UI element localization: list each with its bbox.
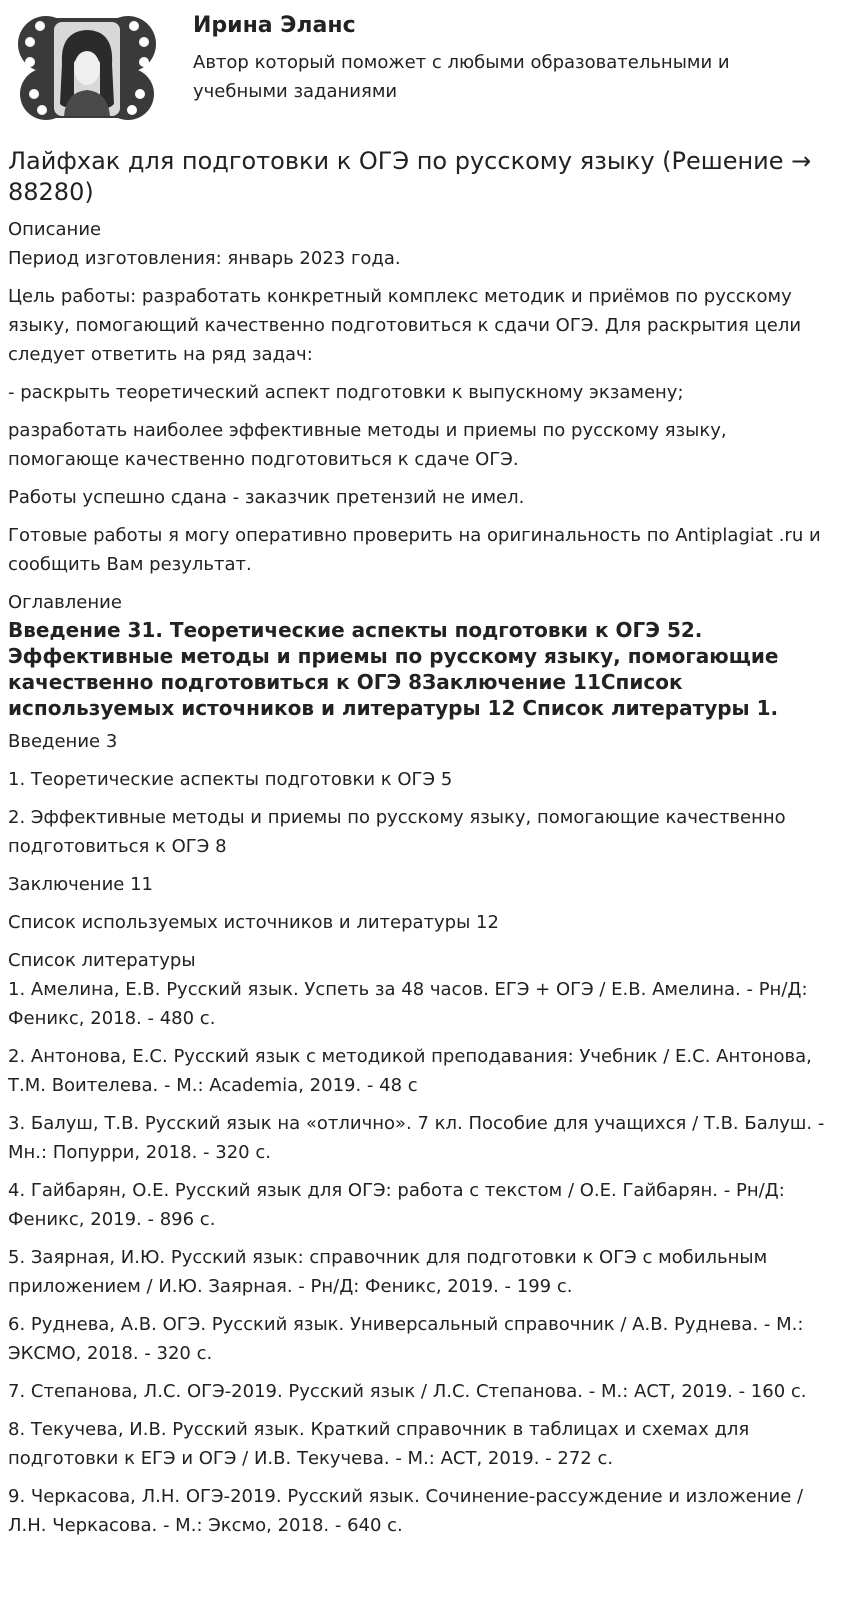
toc-item: Список используемых источников и литературы 12 bbox=[8, 912, 499, 933]
description-goal: Цель работы: разработать конкретный комплекс методик и приёмов по русскому языку, помогающий качественно подготовиться к сдачи ОГЭ. Для раскрытия цели следует ответить на ряд задач: bbox=[8, 286, 802, 365]
reference-item: 8. Текучева, И.В. Русский язык. Краткий справочник в таблицах и схемах для подготовки к ЕГЭ и ОГЭ / И.В. Текучева. - М.: АСТ, 2019. - 272 c. bbox=[8, 1419, 750, 1469]
toc-item: Введение 3 bbox=[8, 731, 118, 752]
description-period: Период изготовления: январь 2023 года. bbox=[8, 248, 401, 269]
description-task-2: разработать наиболее эффективные методы и приемы по русскому языку, помогающе качественно подготовиться к сдаче ОГЭ. bbox=[8, 420, 727, 470]
reference-item: 3. Балуш, Т.В. Русский язык на «отлично». 7 кл. Пособие для учащихся / Т.В. Балуш. - Мн.: Попурри, 2018. - 320 c. bbox=[8, 1113, 825, 1163]
author-avatar[interactable] bbox=[16, 4, 158, 128]
author-description: Автор который поможет с любыми образовательными и учебными заданиями bbox=[193, 52, 730, 102]
reference-item: 5. Заярная, И.Ю. Русский язык: справочник для подготовки к ОГЭ с мобильным приложением / И.Ю. Заярная. - Рн/Д: Феникс, 2019. - 199 c. bbox=[8, 1247, 768, 1297]
reference-item: 6. Руднева, А.В. ОГЭ. Русский язык. Универсальный справочник / А.В. Руднева. - М.: ЭКСМО, 2018. - 320 c. bbox=[8, 1314, 804, 1364]
description-label: Описание bbox=[8, 219, 102, 240]
author-name[interactable]: Ирина Эланс bbox=[193, 13, 356, 38]
author-header bbox=[8, 0, 839, 140]
toc-item: 2. Эффективные методы и приемы по русскому языку, помогающие качественно подготовиться к ОГЭ 8 bbox=[8, 807, 786, 857]
work-title: Лайфхак для подготовки к ОГЭ по русскому языку (Решение → 88280) bbox=[8, 147, 812, 206]
references-label: Список литературы bbox=[8, 950, 196, 971]
toc-item: Заключение 11 bbox=[8, 874, 153, 895]
reference-item: 7. Степанова, Л.С. ОГЭ-2019. Русский язык / Л.С. Степанова. - М.: АСТ, 2019. - 160 c. bbox=[8, 1381, 807, 1402]
reference-item: 1. Амелина, Е.В. Русский язык. Успеть за 48 часов. ЕГЭ + ОГЭ / Е.В. Амелина. - Рн/Д: Феникс, 2018. - 480 c. bbox=[8, 979, 808, 1029]
reference-item: 9. Черкасова, Л.Н. ОГЭ-2019. Русский язык. Сочинение-рассуждение и изложение / Л.Н. Черкасова. - М.: Эксмо, 2018. - 640 c. bbox=[8, 1486, 804, 1536]
reference-item: 4. Гайбарян, О.Е. Русский язык для ОГЭ: работа с текстом / О.Е. Гайбарян. - Рн/Д: Феникс, 2019. - 896 c. bbox=[8, 1180, 785, 1230]
toc-label: Оглавление bbox=[8, 592, 122, 613]
description-task-1: - раскрыть теоретический аспект подготовки к выпускному экзамену; bbox=[8, 382, 684, 403]
reference-item: 2. Антонова, Е.С. Русский язык с методикой преподавания: Учебник / Е.С. Антонова, Т.М. Воителева. - М.: Academia, 2019. - 48 c bbox=[8, 1046, 812, 1096]
description-check: Готовые работы я могу оперативно проверить на оригинальность по Antiplagiat .ru и сообщить Вам результат. bbox=[8, 525, 821, 575]
toc-bold-summary: Введение 31. Теоретические аспекты подготовки к ОГЭ 52. Эффективные методы и приемы по русскому языку, помогающие качественно подготовиться к ОГЭ 8Заключение 11Список используемых источников и литературы 12 Список литературы 1. bbox=[8, 618, 779, 720]
work-content bbox=[8, 215, 840, 1549]
toc-item: 1. Теоретические аспекты подготовки к ОГЭ 5 bbox=[8, 769, 453, 790]
description-status: Работы успешно сдана - заказчик претензий не имел. bbox=[8, 487, 525, 508]
